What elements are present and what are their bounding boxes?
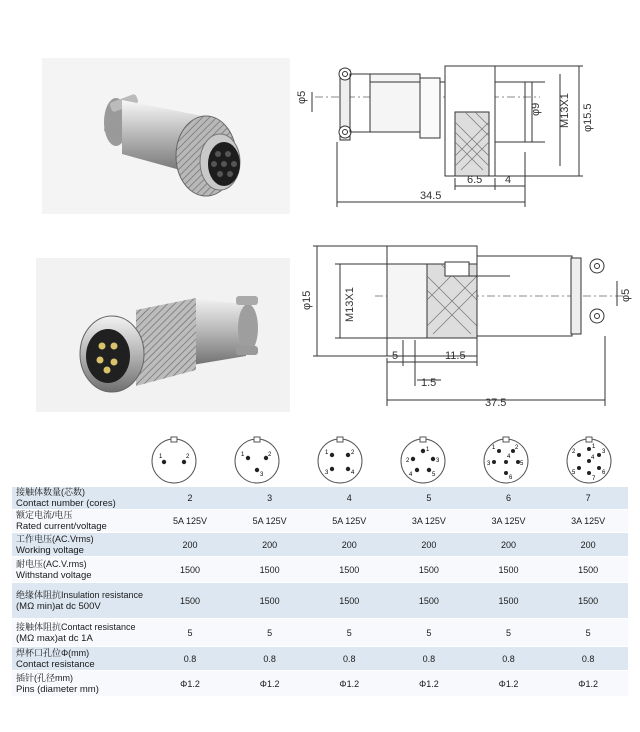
row-label: 工作电压(AC.Vrms) Working voltage	[12, 533, 150, 557]
table-cell: 3A 125V	[548, 510, 628, 533]
pin-label: 1	[492, 445, 496, 451]
dim-length-c-2: 1.5	[421, 377, 437, 389]
table-cell: 0.8	[469, 647, 549, 671]
table-row	[12, 533, 628, 557]
pin-label: 5	[572, 470, 576, 476]
table-cell: 200	[548, 533, 628, 557]
table-row	[12, 647, 628, 671]
technical-drawing-female	[295, 52, 640, 212]
pin-label: 5	[432, 472, 436, 478]
table-cell: 1500	[548, 583, 628, 619]
technical-drawing-male	[295, 236, 640, 416]
dim-length-b-2: 11.5	[445, 350, 466, 362]
dim-right-diameter: φ5	[620, 288, 632, 302]
table-cell: 0.8	[309, 647, 389, 671]
row-label: 绝缘体阻抗Insulation resistance (MΩ min)at dc 500V	[12, 583, 150, 619]
pin-label: 1	[592, 444, 596, 450]
pin-label: 2	[351, 450, 355, 456]
spec-table	[12, 487, 628, 697]
table-cell: 200	[309, 533, 389, 557]
table-cell: Φ1.2	[389, 671, 469, 697]
table-cell: 1500	[389, 583, 469, 619]
photo-male-connector	[36, 258, 290, 412]
table-cell: 1500	[150, 557, 230, 583]
dim-left-diameter: φ5	[296, 90, 308, 104]
table-cell: Φ1.2	[230, 671, 310, 697]
dim-inner-diameter: φ9	[530, 102, 542, 116]
pin-label: 3	[436, 458, 440, 464]
pin-layout-row	[130, 432, 640, 490]
pin-label: 2	[186, 454, 190, 460]
pin-label: 1	[159, 454, 163, 460]
pin-label: 4	[507, 454, 511, 460]
table-row	[12, 583, 628, 619]
table-cell: 0.8	[150, 647, 230, 671]
pin-label: 4	[591, 455, 595, 461]
table-cell: 0.8	[548, 647, 628, 671]
table-cell: 4	[309, 487, 389, 510]
table-row	[12, 557, 628, 583]
pin-label: 2	[515, 445, 519, 451]
dim-length-a: 6.5	[467, 174, 483, 186]
table-cell: 1500	[150, 583, 230, 619]
dim-total-length: 34.5	[420, 190, 442, 202]
table-cell: 5	[150, 619, 230, 647]
pin-label: 3	[325, 470, 329, 476]
pin-label: 1	[325, 450, 329, 456]
pin-face-7	[560, 432, 618, 490]
dim-length-a-2: 5	[392, 350, 399, 362]
table-cell: 5A 125V	[150, 510, 230, 533]
table-cell: 0.8	[230, 647, 310, 671]
row-label: 接触体阻抗Contact resistance (MΩ max)at dc 1A	[12, 619, 150, 647]
table-cell: Φ1.2	[469, 671, 549, 697]
pin-face-3	[228, 432, 286, 490]
row-label: 额定电流/电压 Rated current/voltage	[12, 510, 150, 533]
table-cell: Φ1.2	[548, 671, 628, 697]
table-cell: 1500	[230, 557, 310, 583]
dim-total-length-2: 37.5	[485, 397, 507, 409]
photo-female-connector	[42, 58, 290, 214]
table-cell: 1500	[548, 557, 628, 583]
table-cell: 0.8	[389, 647, 469, 671]
pin-label: 3	[260, 472, 264, 478]
table-cell: 5	[389, 487, 469, 510]
table-cell: 3A 125V	[469, 510, 549, 533]
row-label: 插针(孔径mm) Pins (diameter mm)	[12, 671, 150, 697]
table-cell: 5A 125V	[309, 510, 389, 533]
pin-face-6	[477, 432, 535, 490]
table-cell: Φ1.2	[150, 671, 230, 697]
table-cell: 5	[230, 619, 310, 647]
table-cell: 5	[469, 619, 549, 647]
table-cell: 5A 125V	[230, 510, 310, 533]
pin-label: 4	[409, 472, 413, 478]
table-cell: 3A 125V	[389, 510, 469, 533]
table-row	[12, 671, 628, 697]
table-cell: 200	[230, 533, 310, 557]
table-cell: 7	[548, 487, 628, 510]
dim-thread: M13X1	[559, 93, 571, 128]
table-cell: 5	[548, 619, 628, 647]
pin-label: 5	[520, 461, 524, 467]
table-cell: 1500	[469, 557, 549, 583]
dim-outer-diameter: φ15.5	[582, 103, 594, 132]
table-cell: 200	[150, 533, 230, 557]
pin-label: 7	[592, 476, 596, 482]
table-cell: 3	[230, 487, 310, 510]
table-row	[12, 510, 628, 533]
pin-face-5	[394, 432, 452, 490]
table-cell: 200	[469, 533, 549, 557]
pin-face-4	[311, 432, 369, 490]
table-cell: 1500	[389, 557, 469, 583]
pin-label: 2	[572, 449, 576, 455]
pin-label: 2	[268, 452, 272, 458]
pin-label: 6	[602, 470, 606, 476]
pin-label: 4	[351, 470, 355, 476]
row-label: 接触体数量(芯数) Contact number (cores)	[12, 487, 150, 510]
male-connector-illustration	[36, 258, 290, 412]
pin-label: 3	[487, 461, 491, 467]
row-label: 耐电压(AC.V.rms) Withstand voltage	[12, 557, 150, 583]
pin-label: 3	[602, 449, 606, 455]
table-row	[12, 619, 628, 647]
pin-label: 1	[241, 452, 245, 458]
pin-label: 6	[509, 475, 513, 481]
table-cell: 5	[389, 619, 469, 647]
table-cell: 200	[389, 533, 469, 557]
pin-label: 2	[406, 458, 410, 464]
table-cell: 5	[309, 619, 389, 647]
female-connector-illustration	[42, 58, 290, 214]
row-label: 焊杯口孔位Φ(mm) Contact resistance	[12, 647, 150, 671]
table-cell: 1500	[230, 583, 310, 619]
table-cell: 1500	[309, 583, 389, 619]
table-row	[12, 487, 628, 510]
table-cell: 6	[469, 487, 549, 510]
dim-length-b: 4	[505, 174, 512, 186]
pin-label: 1	[426, 447, 430, 453]
table-cell: Φ1.2	[309, 671, 389, 697]
dim-thread-2: M13X1	[344, 287, 356, 322]
pin-face-2	[145, 432, 203, 490]
table-cell: 1500	[309, 557, 389, 583]
table-cell: 1500	[469, 583, 549, 619]
dim-outer-diameter-2: φ15	[301, 290, 313, 310]
table-cell: 2	[150, 487, 230, 510]
